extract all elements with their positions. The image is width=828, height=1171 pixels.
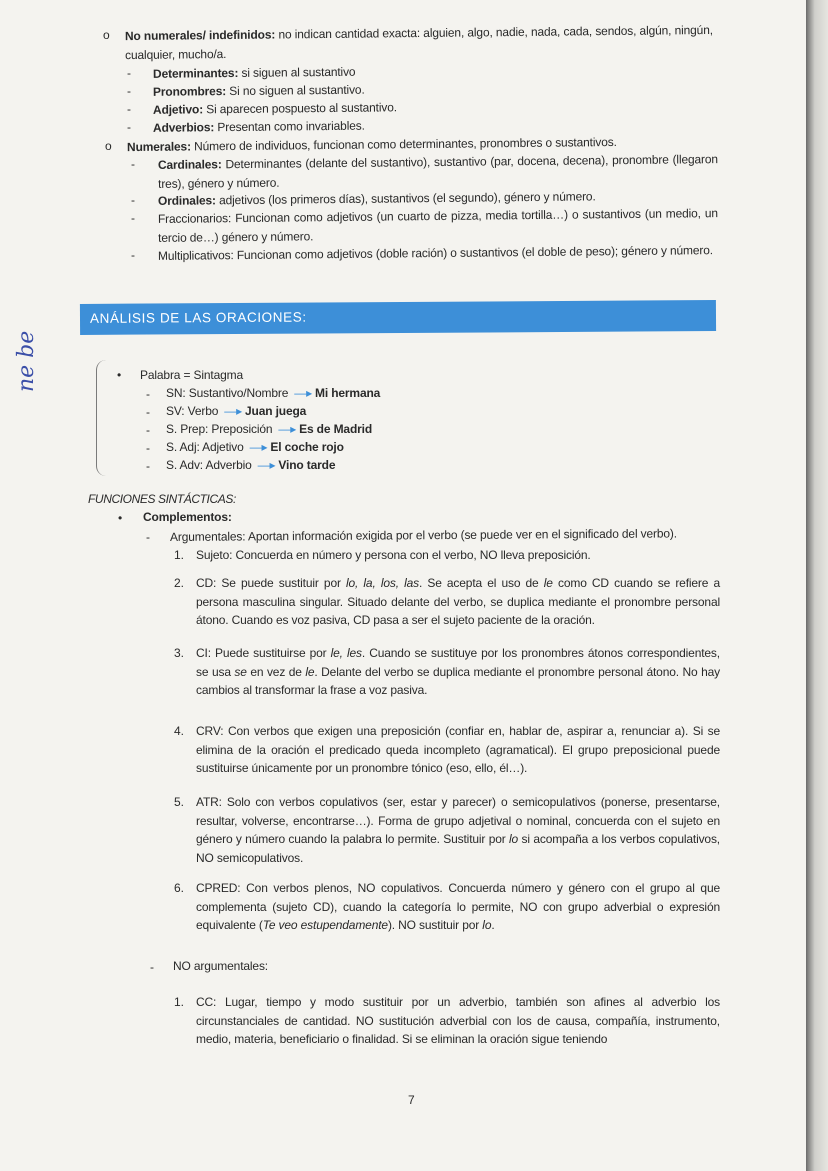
text-segment: .: [491, 918, 495, 933]
dash-bullet: -: [146, 405, 150, 419]
numbered-item: [196, 993, 720, 1049]
text-segment: Si no siguen al sustantivo.: [225, 82, 365, 99]
numbered-item: [196, 644, 720, 700]
sintagma-label: SN: Sustantivo/Nombre: [166, 386, 289, 400]
sintagma-item: [166, 420, 372, 439]
dash-bullet: -: [146, 530, 150, 544]
dash-bullet: -: [131, 248, 135, 262]
sintagma-label: S. Prep: Preposición: [166, 422, 273, 436]
sintagma-item: [166, 402, 306, 421]
circle-bullet: o: [105, 139, 112, 153]
list-item: [158, 204, 718, 247]
bold-term: Adjetivo:: [152, 102, 204, 117]
numbered-item: [196, 793, 720, 867]
text-segment: si siguen al sustantivo: [238, 64, 356, 80]
dash-bullet: -: [146, 441, 150, 455]
bold-term: Pronombres:: [152, 84, 227, 99]
bold-term: Cardinales:: [157, 157, 222, 172]
text-segment: Presentan como invariables.: [214, 118, 365, 135]
item-number: 3.: [174, 646, 185, 660]
text-segment: adjetivos (los primeros días), sustantivos (el segundo), género y número.: [215, 189, 596, 208]
arrow-icon: —▸: [257, 458, 276, 472]
text-segment: CC: Lugar, tiempo y modo sustituir por un adverbio, también son afines al adverbio los circunstanciales de cantidad. NO sustitución adverbial con los de causa, compañía, instrumento, medio, materia, beneficiario o finalidad. Si se eliminan la oración sigue teniendo: [196, 995, 720, 1047]
argumentales-text: Argumentales: Aportan información exigida por el verbo (se puede ver en el significado del verbo).: [169, 526, 677, 544]
item-number: 1.: [174, 548, 185, 562]
bold-term: Determinantes:: [152, 65, 239, 81]
item-number: 4.: [174, 724, 185, 738]
italic-term: Te veo estupendamente: [262, 918, 388, 933]
text-segment: . Cuando se sustituye por los pronombres átonos correspondientes, se usa: [196, 646, 720, 679]
text-segment: . Delante del verbo se duplica mediante el pronombre personal átono. No hay cambios al transformar la frase a voz pasiva.: [196, 664, 720, 698]
text-segment: Determinantes (delante del sustantivo), sustantivo (par, docena, decena), pronombre (llegaron tres), género y número.: [158, 152, 718, 191]
no-argumentales-heading: NO argumentales:: [173, 959, 268, 973]
numbered-item: [196, 879, 720, 935]
text-segment: CI: Puede sustituirse por: [196, 646, 331, 660]
arrow-icon: —▸: [249, 440, 268, 454]
text-segment: ). NO sustituir por: [387, 918, 483, 933]
page-edge-shadow: [806, 0, 828, 1171]
sintagma-example: Juan juega: [244, 404, 307, 418]
text-segment: si acompaña a los verbos copulativos, NO semicopulativos.: [196, 832, 720, 865]
dash-bullet: -: [131, 211, 135, 225]
text-segment: CPRED: Con verbos plenos, NO copulativos. Concuerda número y género con el grupo al que complementa (sujeto CD), cuando la categoría lo permite, NO con grupo adverbial o expresión equivalente (: [196, 881, 720, 933]
sintagma-example: El coche rojo: [270, 440, 344, 454]
sintagma-title: Palabra = Sintagma: [140, 368, 244, 382]
sintagma-example: Mi hermana: [314, 386, 381, 400]
section-title: ANÁLISIS DE LAS ORACIONES:: [89, 309, 307, 326]
page-number: 7: [408, 1093, 415, 1107]
text-segment: . Se acepta el uso de: [418, 576, 544, 590]
numbered-item: [196, 722, 720, 778]
bullet-icon: •: [117, 368, 122, 382]
dash-bullet: -: [146, 387, 150, 401]
sintagma-label: S. Adv: Adverbio: [166, 458, 252, 472]
circle-bullet: o: [103, 28, 110, 42]
italic-term: lo, la, los, las: [346, 576, 419, 590]
italic-term: le: [543, 576, 553, 590]
arrow-icon: —▸: [278, 422, 297, 436]
italic-term: lo: [509, 832, 519, 847]
dash-bullet: -: [131, 193, 135, 207]
arrow-icon: —▸: [294, 386, 312, 400]
text-segment: ATR: Solo con verbos copulativos (ser, estar y parecer) o semicopulativos (ponerse, presentarse, resultar, volverse, encontrarse…). Forma de grupo adjetival o nominal, concuerda con el sujeto en género y número cuando la palabra lo permite. Sustituir por: [196, 795, 720, 847]
dash-bullet: -: [127, 84, 131, 98]
sintagma-label: S. Adj: Adjetivo: [166, 440, 244, 454]
sintagma-example: Vino tarde: [278, 458, 336, 472]
item-number: 6.: [174, 881, 185, 895]
item-number: 2.: [174, 576, 185, 590]
italic-term: lo: [482, 918, 492, 933]
bold-term: Ordinales:: [157, 193, 216, 208]
dash-bullet: -: [146, 423, 150, 437]
italic-term: le, les: [330, 646, 362, 660]
text-segment: CD: Se puede sustituir por: [196, 576, 347, 590]
complementos-heading: Complementos:: [143, 510, 232, 524]
italic-term: se: [234, 664, 247, 679]
dash-bullet: -: [150, 960, 154, 974]
arrow-icon: —▸: [224, 404, 242, 418]
numbered-item: [196, 546, 720, 565]
text-segment: en vez de: [246, 664, 306, 679]
bullet-icon: •: [118, 511, 123, 525]
text-segment: Número de individuos, funcionan como determinantes, pronombres o sustantivos.: [190, 134, 617, 154]
sintagma-item: [166, 438, 344, 457]
sintagma-item: [166, 456, 335, 475]
item-number: 5.: [174, 795, 185, 809]
indefinidos-paragraph: [125, 21, 713, 64]
dash-bullet: -: [131, 157, 135, 171]
section-banner: [80, 300, 716, 335]
bold-term: Numerales:: [126, 139, 191, 155]
text-segment: Sujeto: Concuerda en número y persona con el verbo, NO lleva preposición.: [196, 548, 591, 562]
handwritten-note: ne be: [14, 330, 39, 392]
item-number: 1.: [174, 995, 185, 1009]
text-segment: no indican cantidad exacta: alguien, algo, nadie, nada, cada, sendos, algún, ningún, cualquier, mucho/a.: [125, 22, 713, 62]
brace-mark: [96, 360, 111, 476]
sintagma-item: [166, 384, 380, 403]
sintagma-label: SV: Verbo: [166, 404, 219, 418]
text-segment: Multiplicativos: Funcionan como adjetivos (doble ración) o sustantivos (el doble de peso); género y número.: [157, 243, 713, 263]
bold-term: Adverbios:: [152, 120, 215, 135]
dash-bullet: -: [127, 66, 131, 80]
bold-term: No numerales/ indefinidos:: [124, 27, 276, 44]
sintagma-example: Es de Madrid: [299, 422, 373, 436]
dash-bullet: -: [127, 120, 131, 134]
text-segment: CRV: Con verbos que exigen una preposición (confiar en, hablar de, aspirar a, renunciar a). Si se elimina de la oración el predicado queda incompleto (agramatical). El grupo preposicional puede sustituirse únicamente por un pronombre tónico (eso, ello, él…).: [196, 724, 720, 776]
dash-bullet: -: [127, 102, 131, 116]
dash-bullet: -: [146, 459, 150, 473]
numbered-item: [196, 574, 720, 630]
italic-term: le: [305, 664, 315, 679]
text-segment: como CD cuando se refiere a persona masculina singular. Situado delante del verbo, se duplica mediante el pronombre personal átono. Cuando es voz pasiva, CD pasa a ser el sujeto paciente de la oración.: [196, 576, 721, 628]
text-segment: Fraccionarios: Funcionan como adjetivos (un cuarto de pizza, media tortilla…) o sustantivos (un medio, un tercio de…) género y número.: [157, 206, 718, 245]
funciones-title: FUNCIONES SINTÁCTICAS:: [88, 492, 236, 506]
text-segment: Si aparecen pospuesto al sustantivo.: [202, 100, 397, 117]
